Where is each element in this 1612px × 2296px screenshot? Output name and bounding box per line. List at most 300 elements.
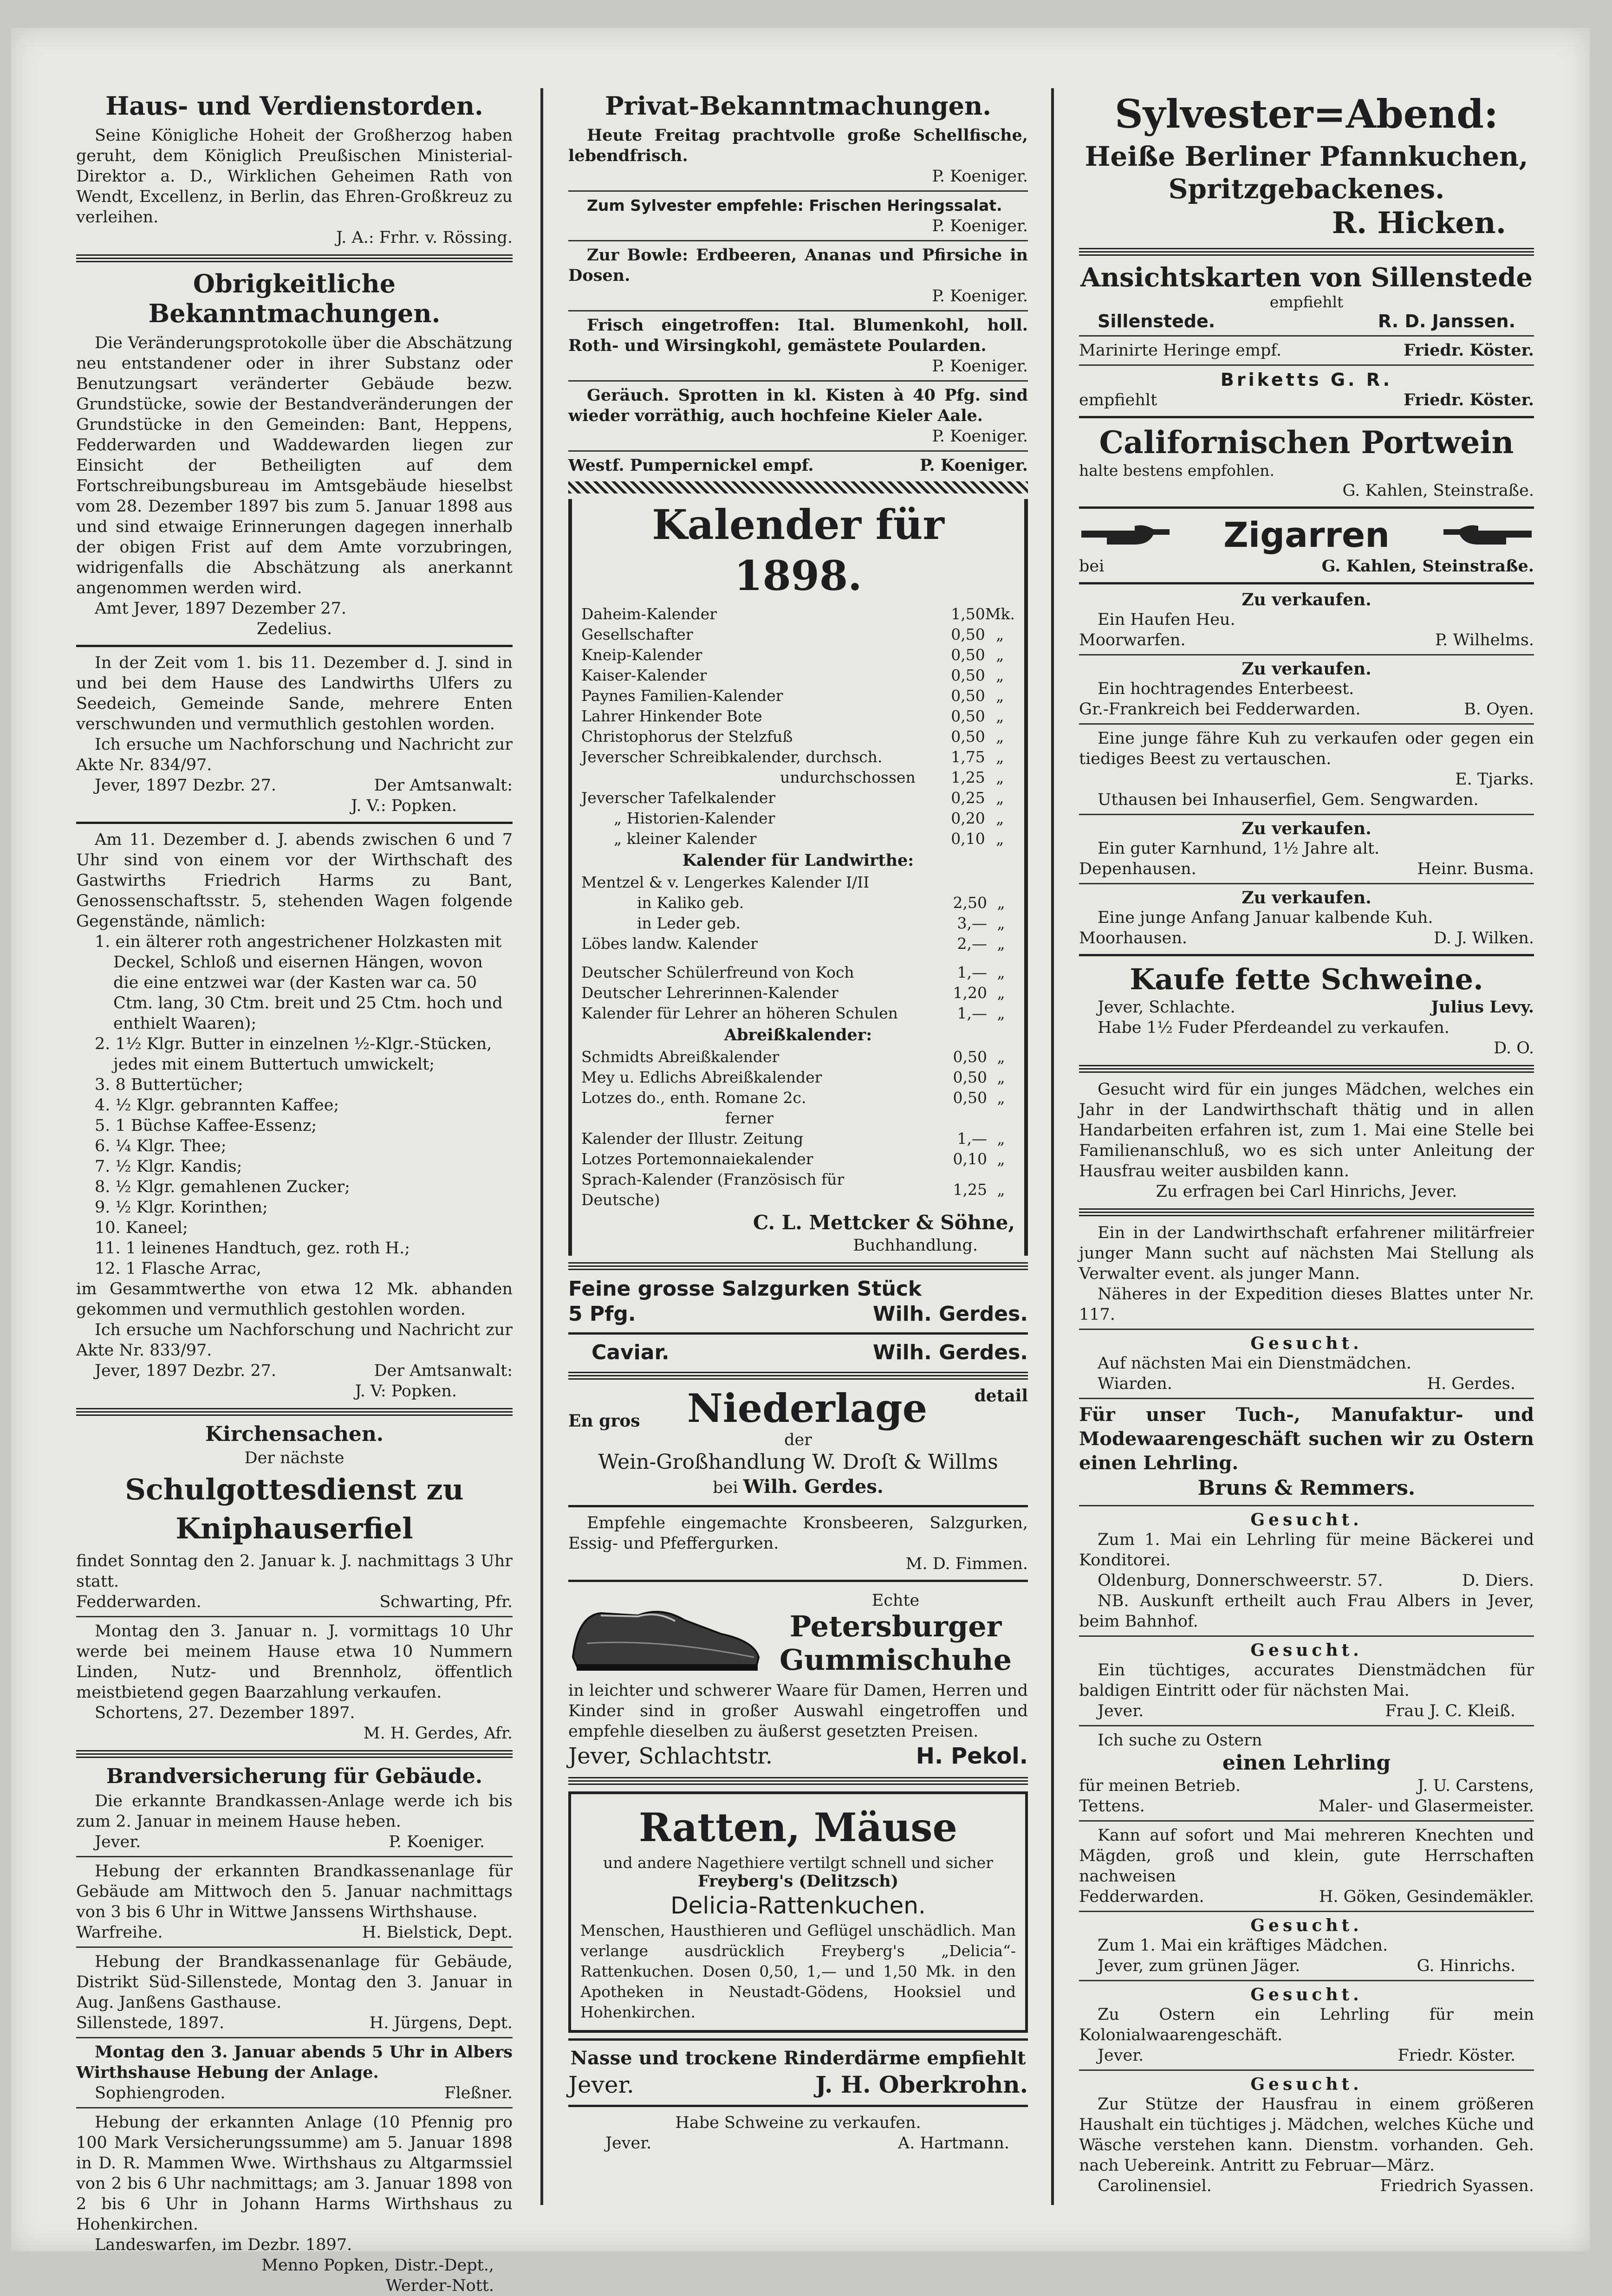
table-row: „ kleiner Kalender 0,10 „: [614, 830, 1004, 848]
divider: [568, 240, 1028, 241]
ad-text: Spritzgebackenes.: [1168, 173, 1445, 205]
notice-signature: P. Koeniger.: [389, 1833, 485, 1851]
ad-place: Jever.: [1098, 1702, 1144, 1720]
ad-text: Zum 1. Mai ein Lehrling für meine Bäckerei und Konditorei.: [1079, 1531, 1534, 1570]
divider: [1079, 1329, 1534, 1330]
ad-row: [568, 455, 1028, 476]
notice-text: Seine Königliche Hoheit der Großherzog haben geruht, dem Königlich Preußischen Ministerial-Direktor a. D., Wirklichen Geheimen Rath von Wendt, Excellenz, in Berlin, das Ehren-Großkreuz zu verleihen.: [76, 126, 513, 227]
notice-footer: [76, 1832, 513, 1852]
notice-place: Fedderwarden.: [76, 1593, 202, 1611]
ad-text: bei: [1079, 557, 1105, 576]
ad-footer: [1079, 1374, 1534, 1394]
ad-place: Jever.: [605, 2134, 652, 2153]
table-row: Deutscher Lehrerinnen-Kalender 1,20 „: [581, 984, 1005, 1002]
divider: [568, 1262, 1028, 1270]
ad-place: Jever.: [568, 2071, 634, 2098]
list-item: 7. ½ Klgr. Kandis;: [95, 1157, 242, 1176]
ad-text: und andere Nagethiere vertilgt schnell und sicher: [603, 1854, 993, 1872]
divider: [76, 1946, 513, 1948]
list-item: 8. ½ Klgr. gemahlenen Zucker;: [95, 1178, 350, 1196]
ad-text: der: [784, 1431, 812, 1449]
ad-headline: Briketts G. R.: [1220, 370, 1393, 390]
notice-footer: [76, 1922, 513, 1943]
ad-text: empfiehlt: [1269, 293, 1344, 311]
notice-signature: Zedelius.: [256, 620, 332, 638]
ad-place: Fedderwarden.: [1079, 1887, 1204, 1906]
divider: [1079, 1911, 1534, 1912]
list-item: 2. 1½ Klgr. Butter in einzelnen ½-Klgr.-Stücken, jedes mit einem Buttertuch umwickelt;: [95, 1035, 492, 1074]
notice-place: Sillenstede, 1897.: [76, 2014, 225, 2032]
notice-footer: [76, 1592, 513, 1612]
ad-signature: M. D. Fimmen.: [905, 1555, 1028, 1573]
ad-heading: Gesucht.: [1250, 1985, 1363, 2004]
table-row: Lahrer Hinkender Bote 0,50 „: [581, 707, 1004, 725]
ad-place: Moorhausen.: [1079, 929, 1188, 947]
ad-text: Habe 1½ Fuder Pferdeandel zu verkaufen.: [1098, 1018, 1450, 1037]
divider: [1079, 1208, 1534, 1216]
table-row: Lotzes do., enth. Romane 2c. 0,50 „: [581, 1089, 1005, 1107]
pointing-hand-icon: [1079, 519, 1172, 551]
ad-headline: Kaufe fette Schweine.: [1130, 962, 1483, 996]
item-list: [76, 932, 513, 1279]
ad-signature: Buchhandlung.: [853, 1236, 978, 1255]
column-middle: [568, 88, 1028, 2153]
notice-text: Montag den 3. Januar n. J. vormittags 10 Uhr werde bei meinem Hause etwa 10 Nummern Linden, Nutz- und Brennholz, öffentlich meistbietend gegen Baarzahlung verkaufen.: [76, 1622, 513, 1702]
notice-text: Der nächste: [244, 1449, 344, 1467]
cigar-ad-header: [1079, 514, 1534, 556]
ad-footer: [1079, 630, 1534, 650]
ad-text: Zum 1. Mai ein kräftiges Mädchen.: [1098, 1936, 1388, 1955]
section-heading: Haus- und Verdienstorden.: [105, 91, 483, 121]
notice-place: Amt Jever, 1897 Dezember 27.: [95, 599, 346, 618]
ad-footer: [568, 1742, 1028, 1771]
ad-signature: G. Kahlen, Steinstraße.: [1321, 557, 1534, 576]
ad-footer: [1079, 311, 1534, 331]
ad-text: Frisch eingetroffen: Ital. Blumenkohl, holl. Roth- und Wirsingkohl, gemästete Poularden.: [568, 316, 1028, 355]
table-row: Kaiser-Kalender 0,50 „: [581, 666, 1004, 684]
column-rule: [540, 88, 543, 2205]
divider: [1079, 335, 1534, 337]
divider: [1079, 1980, 1534, 1981]
ad-signature: P. Koeniger.: [919, 456, 1028, 475]
notice-text: Am 11. Dezember d. J. abends zwischen 6 und 7 Uhr sind von einem vor der Wirthschaft des Gastwirths Friedrich Harms zu Bant, Genossenschaftsstr. 5, stehenden Wagen folgende Gegenstände, nämlich:: [76, 830, 513, 931]
ad-text: Feine grosse Salzgurken Stück: [568, 1277, 922, 1301]
calendar-price-list: [581, 1047, 1015, 1210]
ad-signature: P. Koeniger.: [932, 217, 1028, 235]
table-row: Kneip-Kalender 0,50 „: [581, 646, 1004, 664]
notice-text: im Gesammtwerthe von etwa 12 Mk. abhanden gekommen und vermuthlich gestohlen worden.: [76, 1280, 513, 1319]
ad-heading: einen Lehrling: [1222, 1751, 1391, 1775]
ad-place: Wiarden.: [1098, 1375, 1172, 1393]
ad-footer: [1079, 859, 1534, 879]
ad-headline: Gummischuhe: [779, 1643, 1012, 1677]
ad-footer: [1079, 1776, 1534, 1796]
ad-signature: Friedr. Köster.: [1398, 2046, 1515, 2065]
ad-heading: Gesucht.: [1250, 1641, 1363, 1660]
divider: [568, 2038, 1028, 2041]
list-item: 11. 1 leinenes Handtuch, gez. roth H.;: [95, 1239, 410, 1258]
ad-text: Zum Sylvester empfehle: Frischen Heringssalat.: [587, 196, 1002, 214]
ad-headline: Petersburger: [789, 1609, 1002, 1643]
divider: [568, 190, 1028, 192]
shoe-ad-header: [568, 1588, 1028, 1680]
notice-signature: H. Bielstick, Dept.: [362, 1923, 513, 1942]
divider: [568, 380, 1028, 382]
ad-place: Jever, Schlachte.: [1098, 998, 1235, 1017]
table-row: Daheim-Kalender 1,50 Mk.: [581, 605, 1015, 623]
notice-footer: [76, 2013, 513, 2033]
ad-signature: E. Tjarks.: [1455, 770, 1534, 789]
notice-signature: Fleßner.: [444, 2084, 513, 2102]
ad-text: Ein tüchtiges, accurates Dienstmädchen für baldigen Eintritt oder für nächsten Mai.: [1079, 1661, 1534, 1700]
ad-row: [1079, 556, 1534, 577]
divider: [568, 1777, 1028, 1785]
calendar-title: Kalender für 1898.: [652, 500, 944, 600]
table-row: Mey u. Edlichs Abreißkalender 0,50 „: [581, 1068, 1005, 1086]
ad-text: Heiße Berliner Pfannkuchen,: [1085, 141, 1528, 172]
table-row: in Leder geb. 3,— „: [637, 914, 1005, 932]
ad-signature: P. Koeniger.: [932, 357, 1028, 376]
ad-place: Gr.-Frankreich bei Fedderwarden.: [1079, 700, 1361, 719]
divider: [76, 1856, 513, 1857]
notice-place: Jever, 1897 Dezbr. 27.: [95, 1362, 276, 1380]
ad-headline: Zigarren: [1223, 515, 1390, 555]
table-row: Sprach-Kalender (Französisch für Deutsche) 1,25 „: [581, 1170, 1005, 1209]
ad-signature: Bruns & Remmers.: [1197, 1476, 1416, 1500]
column-left: [76, 88, 513, 2296]
notice-place: Jever, 1897 Dezbr. 27.: [95, 776, 276, 795]
divider: [568, 450, 1028, 452]
ad-text: Echte: [871, 1591, 920, 1610]
ad-text: Zur Bowle: Erdbeeren, Ananas und Pfirsiche in Dosen.: [568, 246, 1028, 285]
ad-text: Kann auf sofort und Mai mehreren Knechten und Mägden, groß und klein, gute Herrschaften nachweisen: [1079, 1826, 1534, 1886]
notice-text: Hebung der erkannten Anlage (10 Pfennig pro 100 Mark Versicherungssumme) am 5. Januar 1898 in D. R. Mammen Wwe. Wirthshaus zu Altgarmssiel von 2 bis 6 Uhr nachmittags; am 3. Januar 1898 von 2 bis 6 Uhr in Johann Harms Wirthshaus zu Hohenkirchen.: [76, 2113, 513, 2234]
ad-signature: P. Koeniger.: [932, 287, 1028, 305]
ad-headline: Ansichtskarten von Sillenstede: [1080, 262, 1533, 293]
divider: [1079, 248, 1534, 256]
ad-signature: D. J. Wilken.: [1434, 929, 1534, 947]
ad-signature: Wilh. Gerdes.: [743, 1476, 884, 1498]
divider: [568, 1505, 1028, 1507]
divider: [76, 822, 513, 824]
ad-signature: J. H. Oberkrohn.: [815, 2071, 1028, 2098]
ad-place: Sillenstede.: [1098, 311, 1216, 331]
calendar-price-list: [581, 604, 1015, 849]
list-item: 3. 8 Buttertücher;: [95, 1076, 243, 1094]
table-row: Schmidts Abreißkalender 0,50 „: [581, 1048, 1005, 1066]
ad-signature: D. O.: [1494, 1039, 1534, 1057]
divider: [1079, 1635, 1534, 1637]
ad-signature: R. D. Janssen.: [1378, 311, 1515, 331]
list-item: 6. ¼ Klgr. Thee;: [95, 1137, 227, 1155]
notice-signature: J. V.: Popken.: [351, 797, 457, 815]
divider: [568, 1332, 1028, 1335]
ad-footer: [568, 1475, 1028, 1499]
divider: [76, 254, 513, 262]
notice-signature: J. V: Popken.: [355, 1382, 457, 1401]
divider: [76, 645, 513, 647]
ad-signature: J. U. Carstens,: [1417, 1777, 1534, 1795]
column-rule: [1051, 88, 1054, 2205]
ad-place: Oldenburg, Donnerschweerstr. 57.: [1098, 1571, 1383, 1590]
table-row: Jeverscher Schreibkalender, durchsch. 1,75 „: [581, 748, 1004, 766]
ad-signature: R. Hicken.: [1332, 206, 1506, 240]
divider: [1079, 723, 1534, 725]
list-item: 1. ein älterer roth angestrichener Holzkasten mit Deckel, Schloß und eisernen Hängen, wovon die eine entzwei war (der Kasten war ca. 50 Ctm. lang, 30 Ctm. breit und 25 Ctm. hoch und enthielt Waaren);: [95, 933, 503, 1033]
divider: [568, 1372, 1028, 1380]
ad-place: Jever.: [1098, 2046, 1144, 2065]
ad-footer: [1079, 928, 1534, 948]
ad-signature: Heinr. Busma.: [1417, 860, 1534, 878]
ad-row: [568, 1302, 1028, 1327]
ad-headline: Californischen Portwein: [1099, 424, 1514, 460]
notice-signature: Menno Popken, Distr.-Dept.,: [261, 2256, 494, 2275]
list-item: 12. 1 Flasche Arrac,: [95, 1259, 261, 1278]
ad-signature: Friedr. Köster.: [1404, 390, 1534, 409]
ad-text: halte bestens empfohlen.: [1079, 461, 1274, 480]
notice-text: Die erkannte Brandkassen-Anlage werde ich bis zum 2. Januar in meinem Hause heben.: [76, 1792, 513, 1831]
calendar-subheading: Kalender für Landwirthe:: [682, 851, 914, 870]
divider: [1079, 954, 1534, 956]
ad-heading: Gesucht.: [1250, 2075, 1363, 2094]
ad-footer: [1079, 699, 1534, 720]
ad-footer: [1079, 1570, 1534, 1591]
divider: [76, 2037, 513, 2038]
ad-heading: Zu verkaufen.: [1242, 590, 1372, 610]
ad-signature: G. Kahlen, Steinstraße.: [1342, 481, 1534, 500]
ad-row: [1079, 390, 1534, 410]
ad-text: Westf. Pumpernickel empf.: [568, 456, 814, 475]
newspaper-page: [11, 28, 1590, 2295]
ad-signature: Friedr. Köster.: [1404, 341, 1534, 360]
list-item: 9. ½ Klgr. Korinthen;: [95, 1198, 268, 1217]
ad-footer: [1079, 1887, 1534, 1907]
ad-text: Eine junge Anfang Januar kalbende Kuh.: [1098, 908, 1433, 927]
divider: [1079, 654, 1534, 655]
table-row: Kalender für Lehrer an höheren Schulen 1,— „: [581, 1004, 1005, 1022]
notice-footer: [76, 2083, 513, 2103]
ad-signature: D. Diers.: [1462, 1571, 1534, 1590]
divider: [1079, 582, 1534, 584]
ad-text: Näheres in der Expedition dieses Blattes unter Nr. 117.: [1079, 1285, 1534, 1324]
divider: [1079, 1820, 1534, 1822]
ad-text: empfiehlt: [1079, 391, 1157, 409]
ad-signature: C. L. Mettcker & Söhne,: [753, 1211, 1015, 1234]
table-row: Lotzes Portemonnaiekalender 0,10 „: [581, 1150, 1005, 1168]
ad-text: Auf nächsten Mai ein Dienstmädchen.: [1098, 1354, 1411, 1373]
divider: [76, 2107, 513, 2108]
ad-footer: [1079, 1701, 1534, 1721]
table-row: Christophorus der Stelzfuß 0,50 „: [581, 727, 1004, 746]
ad-place: Jever, zum grünen Jäger.: [1098, 1957, 1300, 1975]
ad-text: Zur Stütze der Hausfrau in einem größeren Haushalt ein tüchtiges j. Mädchen, welches Küche und Wäsche verstehen kann. Dienstm. vorhanden. Geh. nach Uebereink. Antritt zu Februar—März.: [1079, 2095, 1534, 2175]
table-row: Gesellschafter 0,50 „: [581, 625, 1004, 643]
shoe-illustration: [568, 1588, 763, 1680]
list-item: 5. 1 Büchse Kaffee-Essenz;: [95, 1116, 317, 1135]
ad-signature: P. Koeniger.: [932, 167, 1028, 186]
notice-text: Hebung der erkannten Brandkassenanlage für Gebäude am Mittwoch den 5. Januar nachmittags von 3 bis 6 Uhr in Wittwe Janssens Wirthshause.: [76, 1862, 513, 1921]
ad-label: detail: [974, 1386, 1028, 1406]
divider: [76, 1616, 513, 1617]
notice-text: Montag den 3. Januar abends 5 Uhr in Albers Wirthshause Hebung der Anlage.: [76, 2043, 513, 2082]
ad-text: Ein hochtragendes Enterbeest.: [1098, 680, 1354, 698]
divider: [1079, 506, 1534, 509]
notice-text: Ich ersuche um Nachforschung und Nachricht zur Akte Nr. 833/97.: [76, 1321, 513, 1360]
ad-signature: H. Göken, Gesindemäkler.: [1319, 1887, 1534, 1906]
notice-role: Der Amtsanwalt:: [374, 1362, 513, 1380]
divider: [1079, 1065, 1534, 1073]
ad-text: Ein in der Landwirthschaft erfahrener militärfreier junger Mann sucht auf nächsten Mai Stellung als Verwalter event. als junger Mann.: [1079, 1224, 1534, 1283]
ad-text: Zu Ostern ein Lehrling für mein Kolonialwaarengeschäft.: [1079, 2005, 1534, 2044]
ad-footer: [568, 2070, 1028, 2099]
divider: [568, 1580, 1028, 1582]
ad-text: Wein-Großhandlung W. Droſt & Willms: [598, 1450, 998, 1474]
notice-footer: [76, 1361, 513, 1381]
ad-signature: Zu erfragen bei Carl Hinrichs, Jever.: [1156, 1182, 1457, 1201]
ad-place: Uthausen bei Inhauserfiel, Gem. Sengwarden.: [1098, 791, 1479, 809]
divider: [76, 1408, 513, 1416]
divider: [1079, 416, 1534, 418]
ad-footer: [568, 2133, 1028, 2153]
divider: [1079, 883, 1534, 884]
ad-text: NB. Auskunft ertheilt auch Frau Albers in Jever, beim Bahnhof.: [1079, 1592, 1534, 1631]
ad-place: Moorwarfen.: [1079, 631, 1186, 649]
ad-heading: Gesucht.: [1250, 1916, 1363, 1935]
notice-text: Die Veränderungsprotokolle über die Abschätzung neu entstandener oder in ihrer Substanz oder Benutzungsart veränderter Gebäude bezw. Grundstücke, sowie der Bestandveränderungen der Grundstücke in den Gemeinden: Bant, Heppens, Fedderwarden und Waddewarden liegen zur Einsicht der Betheiligten auf dem Fortschreibungsbureau im Amtsgebäude hieselbst vom 28. Dezember 1897 bis zum 5. Januar 1898 aus und sind etwaige Erinnerungen dagegen innerhalb der obigen Frist auf dem Amte vorzubringen, widrigenfalls die Abschätzung als anerkannt angenommen werden wird.: [76, 334, 513, 597]
notice-place: Warfreihe.: [76, 1923, 163, 1942]
table-row: Deutscher Schülerfreund von Koch 1,— „: [581, 963, 1005, 981]
ad-text: Heute Freitag prachtvolle große Schellfische, lebendfrisch.: [568, 126, 1028, 165]
notice-text: findet Sonntag den 2. Januar k. J. nachmittags 3 Uhr statt.: [76, 1552, 513, 1591]
ad-place: Tettens.: [1079, 1797, 1145, 1816]
notice-signature: Schwarting, Pfr.: [379, 1593, 513, 1611]
table-row: undurchschossen 1,25 „: [780, 768, 1004, 786]
ad-heading: Zu verkaufen.: [1242, 659, 1372, 679]
ad-text: für meinen Betrieb.: [1079, 1777, 1241, 1795]
ad-text: Ein guter Karnhund, 1½ Jahre alt.: [1098, 839, 1380, 858]
divider: [1079, 1725, 1534, 1726]
rat-poison-ad: [568, 1791, 1028, 2033]
ad-place: Jever, Schlachtstr.: [568, 1743, 773, 1769]
notice-place: Schortens, 27. Dezember 1897.: [95, 1704, 355, 1722]
ad-text: Menschen, Hausthieren und Geflügel unschädlich. Man verlange ausdrücklich Freyberg's „Delicia“-Rattenkuchen. Dosen 0,50, 1,— und 1,50 Mk. in den Apotheken in Neustadt-Gödens, Hooksiel und Hohenkirchen.: [580, 1921, 1016, 2021]
ad-text: Gesucht wird für ein junges Mädchen, welches ein Jahr in der Landwirthschaft thätig und in allen Handarbeiten erfahren ist, zum 1. Mai eine Stelle bei Familienanschluß, wo es sich unter Anleitung der Hausfrau weiter ausbilden kann.: [1079, 1080, 1534, 1180]
notice-text: Ich ersuche um Nachforschung und Nachricht zur Akte Nr. 834/97.: [76, 735, 513, 774]
table-row: Jeverscher Tafelkalender 0,25 „: [581, 789, 1004, 807]
ad-heading: Gesucht.: [1250, 1510, 1363, 1530]
divider: [1079, 1398, 1534, 1399]
notice-signature: H. Jürgens, Dept.: [369, 2014, 513, 2032]
ad-signature: P. Koeniger.: [932, 427, 1028, 446]
ad-text: Eine junge fähre Kuh zu verkaufen oder gegen ein tiediges Beest zu vertauschen.: [1079, 729, 1534, 768]
table-row: Kalender der Illustr. Zeitung 1,— „: [581, 1129, 1005, 1148]
list-item: 4. ½ Klgr. gebrannten Kaffee;: [95, 1096, 339, 1115]
section-heading: Kirchensachen.: [205, 1422, 384, 1446]
notice-text: Hebung der Brandkassenanlage für Gebäude, Distrikt Süd-Sillenstede, Montag den 3. Januar in Aug. Janßens Gasthause.: [76, 1952, 513, 2012]
notice-headline: Schulgottesdienst zu Kniphauserfiel: [125, 1472, 464, 1545]
table-row: Löbes landw. Kalender 2,— „: [581, 934, 1005, 953]
ad-heading: Zu verkaufen.: [1242, 888, 1372, 908]
ad-text: Ich suche zu Ostern: [1098, 1731, 1262, 1750]
notice-place: Landeswarfen, im Dezbr. 1897.: [95, 2236, 352, 2254]
ad-text: Freyberg's (Delitzsch): [697, 1872, 899, 1891]
ad-text: Ein Haufen Heu.: [1098, 610, 1235, 629]
divider: [1079, 2069, 1534, 2071]
divider: [1079, 814, 1534, 815]
ad-text: in leichter und schwerer Waare für Damen, Herren und Kinder sind in großer Auswahl eingetroffen und empfehle dieselben zu äußerst gesetzten Preisen.: [568, 1681, 1028, 1741]
pointing-hand-icon: [1441, 519, 1534, 551]
notice-place: Sophiengroden.: [95, 2084, 226, 2102]
ad-text: Habe Schweine zu verkaufen.: [675, 2114, 921, 2132]
ad-row: [568, 1340, 1028, 1365]
ad-signature: P. Wilhelms.: [1435, 631, 1534, 649]
ad-headline: Ratten, Mäuse: [639, 1804, 957, 1850]
ad-product: Delicia-Rattenkuchen.: [670, 1892, 926, 1919]
section-heading: Obrigkeitliche Bekanntmachungen.: [148, 269, 441, 328]
ad-text: Marinirte Heringe empf.: [1079, 341, 1282, 360]
ad-signature: Wilh. Gerdes.: [873, 1341, 1028, 1364]
ad-signature: Frau J. C. Kleiß.: [1385, 1702, 1515, 1720]
list-item: 10. Kaneel;: [95, 1219, 188, 1237]
ad-heading: Gesucht.: [1250, 1334, 1363, 1353]
section-heading: Privat-Bekanntmachungen.: [604, 91, 992, 121]
table-row: in Kaliko geb. 2,50 „: [637, 894, 1005, 912]
divider: [568, 2105, 1028, 2107]
ad-footer: [1079, 2045, 1534, 2066]
ad-place: Carolinensiel.: [1098, 2177, 1212, 2195]
ad-place: Depenhausen.: [1079, 860, 1196, 878]
ad-signature: G. Hinrichs.: [1417, 1957, 1515, 1975]
ad-text: Empfehle eingemachte Kronsbeeren, Salzgurken, Essig- und Pfeffergurken.: [568, 1514, 1028, 1553]
ad-footer: [1079, 1796, 1534, 1816]
ad-footer: [1079, 997, 1534, 1018]
ornament-border: [568, 481, 1028, 493]
ad-signature: Friedrich Syassen.: [1380, 2177, 1534, 2195]
ad-headline: Sylvester=Abend:: [1115, 91, 1498, 137]
divider: [1079, 1505, 1534, 1506]
notice-signature: J. A.: Frhr. v. Rössing.: [336, 228, 513, 247]
ad-footer: [1079, 2176, 1534, 2196]
ad-signature: Julius Levy.: [1431, 998, 1534, 1017]
notice-footer: [76, 775, 513, 796]
ad-text: Geräuch. Sprotten in kl. Kisten à 40 Pfg. sind wieder vorräthig, auch hochfeine Kieler Aale.: [568, 386, 1028, 425]
notice-role: Der Amtsanwalt:: [374, 776, 513, 795]
calendar-price-list: [581, 872, 1015, 1024]
ad-headline: Niederlage: [687, 1385, 928, 1431]
divider: [76, 1750, 513, 1758]
section-heading: Brandversicherung für Gebäude.: [106, 1764, 483, 1788]
calendar-subheading: Abreißkalender:: [724, 1025, 872, 1044]
table-row: ferner: [725, 1109, 774, 1127]
table-row: Mentzel & v. Lengerkes Kalender I/II: [581, 873, 870, 891]
ad-text: Für unser Tuch-, Manufaktur- und Modewaarengeschäft suchen wir zu Ostern einen Lehrling.: [1079, 1404, 1534, 1474]
ad-signature: Wilh. Gerdes.: [873, 1302, 1028, 1326]
table-row: Paynes Familien-Kalender 0,50 „: [581, 687, 1004, 705]
ad-text: bei: [713, 1479, 738, 1497]
ad-text: Nasse und trockene Rinderdärme empfiehlt: [570, 2047, 1026, 2069]
ad-row: [1079, 340, 1534, 361]
ad-footer: [1079, 1956, 1534, 1976]
ad-signature: Maler- und Glasermeister.: [1318, 1797, 1534, 1816]
divider: [1079, 364, 1534, 366]
ad-signature: H. Pekol.: [916, 1743, 1028, 1769]
notice-signature: M. H. Gerdes, Afr.: [363, 1724, 513, 1743]
notice-signature: Werder-Nott.: [385, 2277, 494, 2295]
ad-heading: Zu verkaufen.: [1242, 819, 1372, 838]
ad-text: 5 Pfg.: [568, 1302, 636, 1326]
ad-text: Caviar.: [592, 1341, 670, 1364]
divider: [568, 310, 1028, 311]
